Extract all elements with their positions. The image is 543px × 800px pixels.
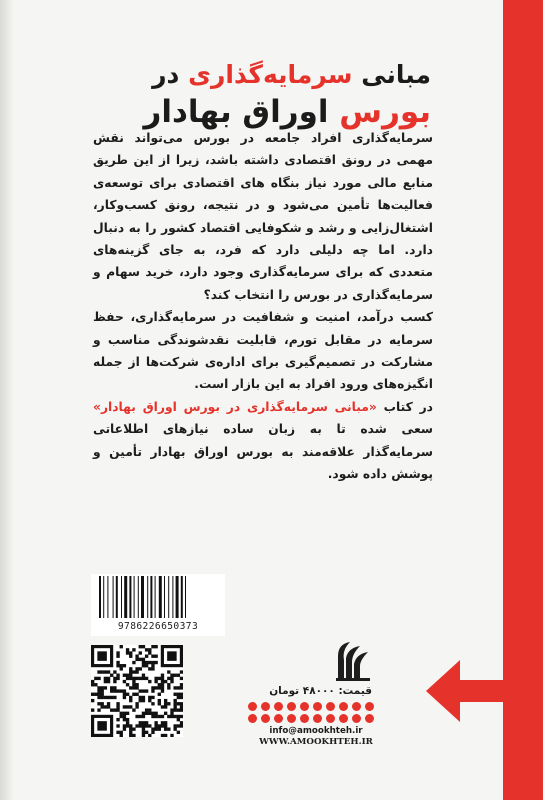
dot xyxy=(248,714,257,723)
dot xyxy=(339,714,348,723)
dot xyxy=(248,702,257,711)
barcode xyxy=(91,574,225,636)
dot xyxy=(287,702,296,711)
dot xyxy=(326,702,335,711)
spine-shadow xyxy=(0,0,14,800)
paragraph-3-rest: سعی شده تا به زبان ساده نیازهای اطلاعاتی سرمایه‌گذار علاقه‌مند به بورس اوراق بهادار تأمین و پوشش داده شود. xyxy=(93,422,433,482)
title-word-investment: سرمایه‌گذاری xyxy=(188,60,353,89)
dot xyxy=(326,714,335,723)
barcode-icon xyxy=(95,576,221,620)
dot xyxy=(313,702,322,711)
description-paragraph-1: سرمایه‌گذاری افراد جامعه در بورس می‌تواند نقش مهمی در رونق اقتصادی داشته باشد، زیرا از این طریق منابع مالی مورد نیاز بنگاه های اقتصادی برای توسعه‌ی فعالیت‌ها تأمین می‌شود و در نتیجه، رونق کسب‌وکار، اشتغال‌زایی و رشد و شکوفایی اقتصاد کشور را به دنبال دارد. اما چه دلیلی دارد که فرد، به جای گزینه‌های متعددی که برای سرمایه‌گذاری وجود دارد، خرید سهام و سرمایه‌گذاری در بورس را انتخاب کند؟ xyxy=(93,131,433,302)
description-paragraph-2: کسب درآمد، امنیت و شفافیت در سرمایه‌گذاری، حفظ سرمایه در مقابل تورم، قابلیت نقدشوندگی مناسب و مشارکت در تصمیم‌گیری برای اداره‌ی شرکت‌ها از جمله انگیزه‌های ورود افراد به این بازار است. xyxy=(93,310,433,392)
paragraph-3-prefix: در کتاب xyxy=(383,399,433,414)
description-paragraph-3 xyxy=(93,396,433,486)
isbn-number: 9786226650373 xyxy=(117,621,199,632)
book-title xyxy=(91,58,431,132)
title-line-1 xyxy=(91,58,431,92)
dot xyxy=(352,714,361,723)
title-word-foundations: مبانی xyxy=(361,60,431,89)
arrow-left-icon xyxy=(426,660,543,722)
contact-email: info@amookhteh.ir xyxy=(269,726,363,736)
dot xyxy=(274,714,283,723)
price-caption: قیمت: xyxy=(338,685,372,697)
title-word-in: در xyxy=(152,60,180,89)
price-value: ۴۸۰۰۰ تومان xyxy=(269,685,335,697)
dot xyxy=(300,702,309,711)
title-word-bourse: بورس xyxy=(339,94,431,130)
dot xyxy=(261,714,270,723)
dot xyxy=(274,702,283,711)
title-word-securities: اوراق بهادار xyxy=(143,94,329,130)
title-line-2 xyxy=(91,92,431,132)
price-label xyxy=(252,685,372,697)
publisher-logo-icon xyxy=(334,638,372,682)
dot xyxy=(339,702,348,711)
book-title-quote: «مبانی سرمایه‌گذاری در بورس اوراق بهادار» xyxy=(93,399,377,414)
dot xyxy=(287,714,296,723)
dot xyxy=(365,714,374,723)
dot xyxy=(365,702,374,711)
dot xyxy=(261,702,270,711)
dot xyxy=(313,714,322,723)
dot xyxy=(352,702,361,711)
qr-code-icon xyxy=(91,645,183,737)
dot xyxy=(300,714,309,723)
description-text xyxy=(93,127,433,486)
contact-website: WWW.AMOOKHTEH.IR xyxy=(259,737,373,747)
